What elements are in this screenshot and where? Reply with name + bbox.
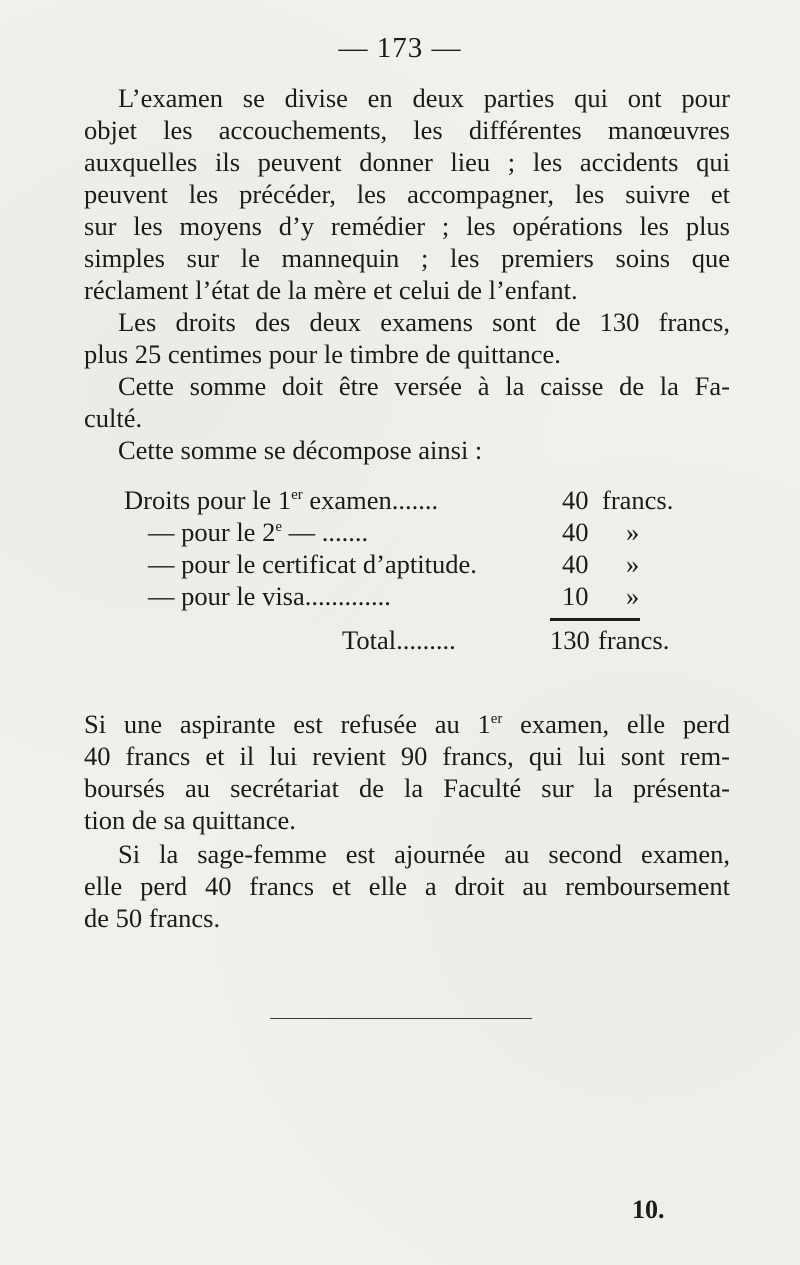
paragraph-line: plus 25 centimes pour le timbre de quittance. (84, 339, 561, 369)
fee-label: — pour le certificat d’aptitude. (148, 549, 477, 579)
signature-mark: 10. (632, 1195, 665, 1224)
fee-amount: 10 (562, 581, 589, 611)
paragraph-line: Les droits des deux examens sont de 130 francs, (118, 307, 730, 337)
paragraph-line: Cette somme doit être versée à la caisse de la Fa- (118, 371, 730, 401)
paragraph-line: sur les moyens d’y remédier ; les opérations les plus (84, 211, 730, 241)
fee-label: Droits pour le 1er examen....... (124, 485, 439, 515)
total-unit: francs. (598, 625, 670, 655)
paragraph-line: objet les accouchements, les différentes manœuvres (84, 115, 730, 145)
paragraph-line: elle perd 40 francs et elle a droit au remboursement (84, 871, 730, 901)
paragraph-line: L’examen se divise en deux parties qui ont pour (118, 83, 730, 113)
total-rule (550, 618, 640, 621)
fee-unit: » (626, 549, 640, 579)
fee-label: — pour le 2e — ....... (148, 517, 369, 547)
paragraph-line: auxquelles ils peuvent donner lieu ; les accidents qui (84, 147, 730, 177)
paragraph-line: Si la sage-femme est ajournée au second examen, (118, 839, 730, 869)
paragraph-line: culté. (84, 403, 143, 433)
paragraph-line: Cette somme se décompose ainsi : (118, 435, 483, 465)
fee-label: — pour le visa............. (148, 581, 391, 611)
fee-unit: » (626, 517, 640, 547)
paragraph-line: tion de sa quittance. (84, 805, 296, 835)
fee-amount: 40 (562, 485, 589, 515)
section-divider (270, 1018, 532, 1019)
paragraph-line: simples sur le mannequin ; les premiers soins que (84, 243, 730, 273)
paragraph-line: de 50 francs. (84, 903, 221, 933)
fee-amount: 40 (562, 549, 589, 579)
paragraph-line: réclament l’état de la mère et celui de l’enfant. (84, 275, 578, 305)
fee-amount: 40 (562, 517, 589, 547)
paragraph-line: 40 francs et il lui revient 90 francs, qui lui sont rem- (84, 741, 730, 771)
page-number: — 173 — (338, 32, 462, 64)
paragraph-line: Si une aspirante est refusée au 1er examen, elle perd (84, 709, 730, 739)
fee-unit: » (626, 581, 640, 611)
paragraph-line: peuvent les précéder, les accompagner, les suivre et (84, 179, 730, 209)
paragraph-line: boursés au secrétariat de la Faculté sur la présenta- (84, 773, 730, 803)
fee-unit: francs. (602, 485, 674, 515)
total-label: Total......... (342, 625, 456, 655)
total-amount: 130 (550, 625, 590, 655)
